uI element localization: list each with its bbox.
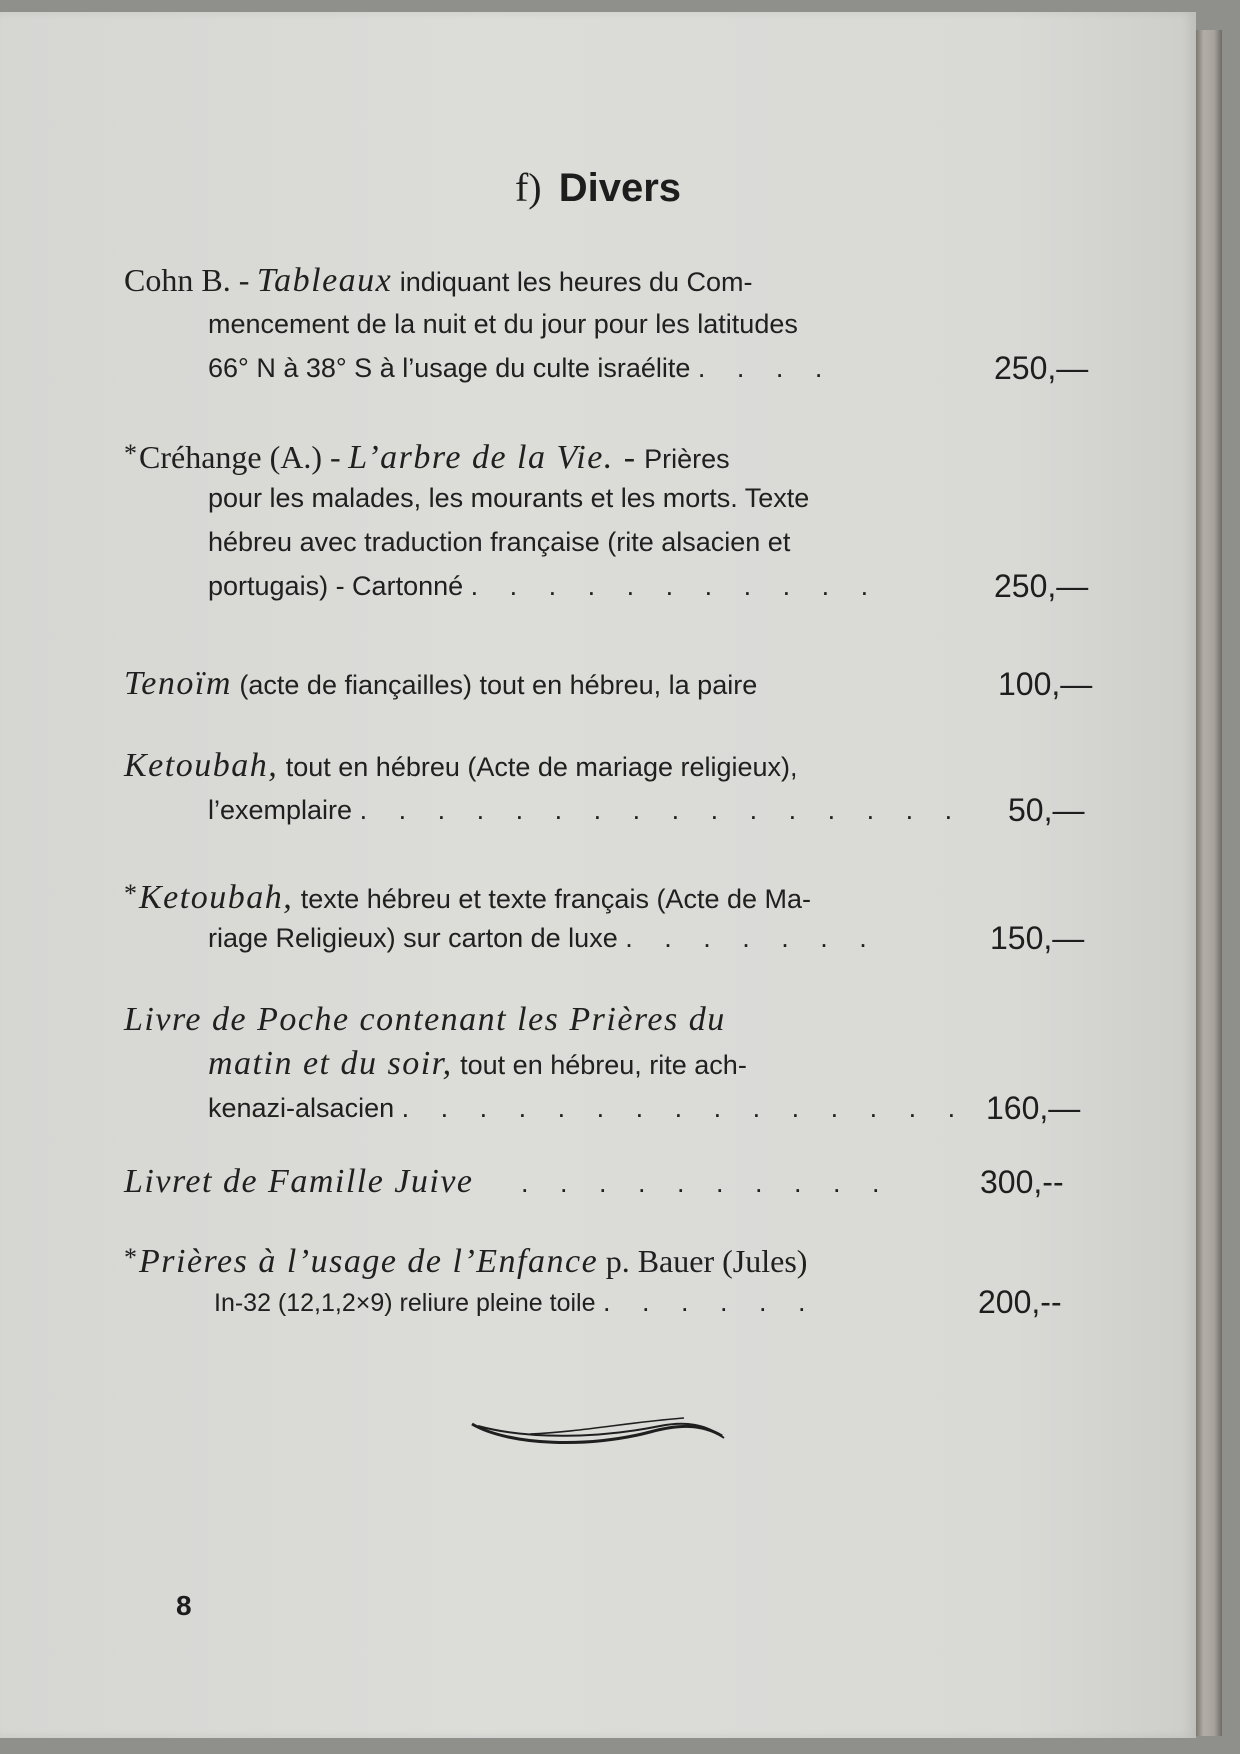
entry-price: 300,-- [980,1164,1064,1200]
catalog-entry-arbre-de-la-vie [124,432,1089,608]
entry-text: 66° N à 38° S à l’usage du culte israélite [208,353,691,383]
leader-dots: . . . . . . . . . . . . . . . . [359,795,965,825]
entry-text: (acte de fiançailles) tout en hébreu, la paire [239,670,758,700]
asterisk-mark: * [124,879,137,908]
catalog-entry-livre-de-poche [124,998,1081,1130]
asterisk-mark: * [124,1243,137,1272]
entry-text: Prières [644,444,730,474]
entry-title: Livret de Famille Juive [124,1163,474,1200]
entry-price: 250,— [994,350,1089,386]
entry-text: indiquant les heures du Com- [399,267,753,297]
entry-text: mencement de la nuit et du jour pour les latitudes [208,309,798,339]
entry-text: p. Bauer (Jules) [605,1243,808,1279]
decorative-flourish [470,1402,730,1462]
entry-text: portugais) - Cartonné [208,571,464,601]
leader-dots: . . . . [697,353,835,383]
catalog-entry-tableaux [124,258,1089,390]
entry-text: In-32 (12,1,2×9) reliure pleine toile [214,1289,596,1317]
catalog-entry-prieres-enfance [124,1236,1062,1324]
entry-title: Prières à l’usage de l’Enfance [139,1243,599,1280]
entry-text: l’exemplaire [208,795,353,825]
entry-price: 150,— [990,920,1085,956]
entry-title-continued: matin et du soir, [208,1045,453,1082]
entry-text: pour les malades, les mourants et les morts. Texte [208,483,810,513]
asterisk-mark: * [124,439,137,468]
entry-text: kenazi-alsacien [208,1093,395,1123]
page-edge [1196,30,1222,1736]
entry-title: Ketoubah, [139,879,294,916]
entry-text: tout en hébreu (Acte de mariage religieux), [285,752,798,782]
entry-title: L’arbre de la Vie. - [348,439,637,476]
leader-dots: . . . . . . . [625,923,879,953]
leader-dots: . . . . . . [603,1287,818,1317]
entry-author: Cohn B. - [124,262,250,298]
entry-text: riage Religieux) sur carton de luxe [208,923,618,953]
entry-price: 200,-- [978,1284,1062,1320]
leader-dots: . . . . . . . . . . . . . . . [401,1093,968,1123]
page-number: 8 [176,1590,192,1621]
section-heading [0,164,1196,211]
catalog-entry-ketoubah-luxe [124,872,1085,960]
leader-dots: . . . . . . . . . . . [470,571,881,601]
entry-title: Ketoubah, [124,747,279,784]
entry-text: tout en hébreu, rite ach- [460,1050,747,1080]
leader-dots: . . . . . . . . . . [521,1168,892,1198]
entry-text: hébreu avec traduction française (rite alsacien et [208,527,791,557]
catalog-page [0,12,1196,1738]
entry-title: Tenoïm [124,665,232,702]
entry-price: 50,— [1008,792,1085,828]
entry-author: Créhange (A.) - [139,439,341,475]
section-letter: f) [514,165,542,210]
entry-text: texte hébreu et texte français (Acte de Ma- [300,884,811,914]
entry-price: 100,— [998,666,1093,702]
entry-title: Livre de Poche contenant les Prières du [124,1001,726,1038]
entry-price: 250,— [994,568,1089,604]
entry-title: Tableaux [256,262,393,299]
catalog-entry-livret-de-famille [124,1160,1064,1204]
entry-price: 160,— [986,1090,1081,1126]
section-title: Divers [558,166,682,210]
catalog-entry-tenoim [124,662,1093,706]
catalog-entry-ketoubah [124,744,1085,832]
